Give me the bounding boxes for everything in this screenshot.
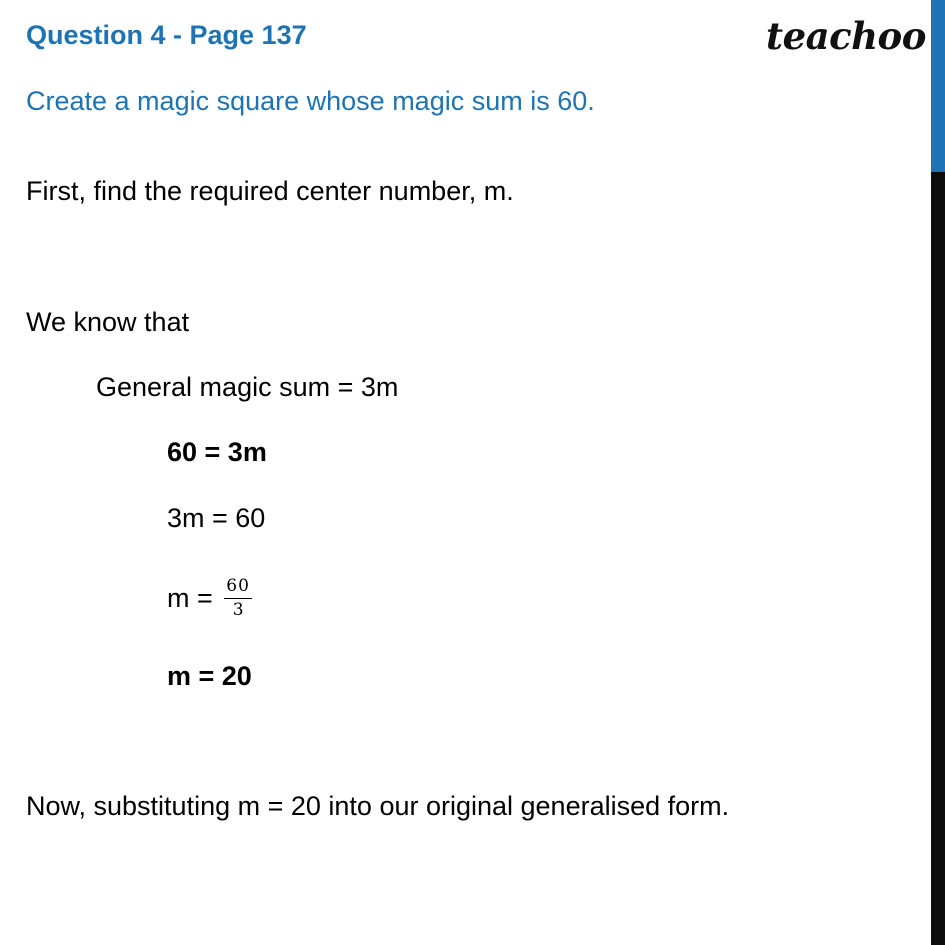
scrollbar-thumb[interactable] xyxy=(931,0,945,172)
equation-step-3-prefix: m = xyxy=(167,583,213,613)
teachoo-logo: teachoo xyxy=(766,14,926,58)
fraction-numerator: 60 xyxy=(224,578,252,599)
intro-text: First, find the required center number, m. xyxy=(26,176,514,206)
we-know-text: We know that xyxy=(26,307,190,337)
conclusion-text: Now, substituting m = 20 into our original generalised form. xyxy=(26,791,730,821)
equation-step-3 xyxy=(167,578,252,619)
general-magic-sum-equation: General magic sum = 3m xyxy=(96,372,399,402)
fraction-denominator: 3 xyxy=(232,600,244,620)
equation-step-4: m = 20 xyxy=(167,661,252,691)
question-text: Create a magic square whose magic sum is 60. xyxy=(26,86,595,116)
equation-step-2: 3m = 60 xyxy=(167,503,266,533)
fraction xyxy=(224,578,252,619)
equation-step-1: 60 = 3m xyxy=(167,437,267,467)
page-title: Question 4 - Page 137 xyxy=(26,20,307,50)
